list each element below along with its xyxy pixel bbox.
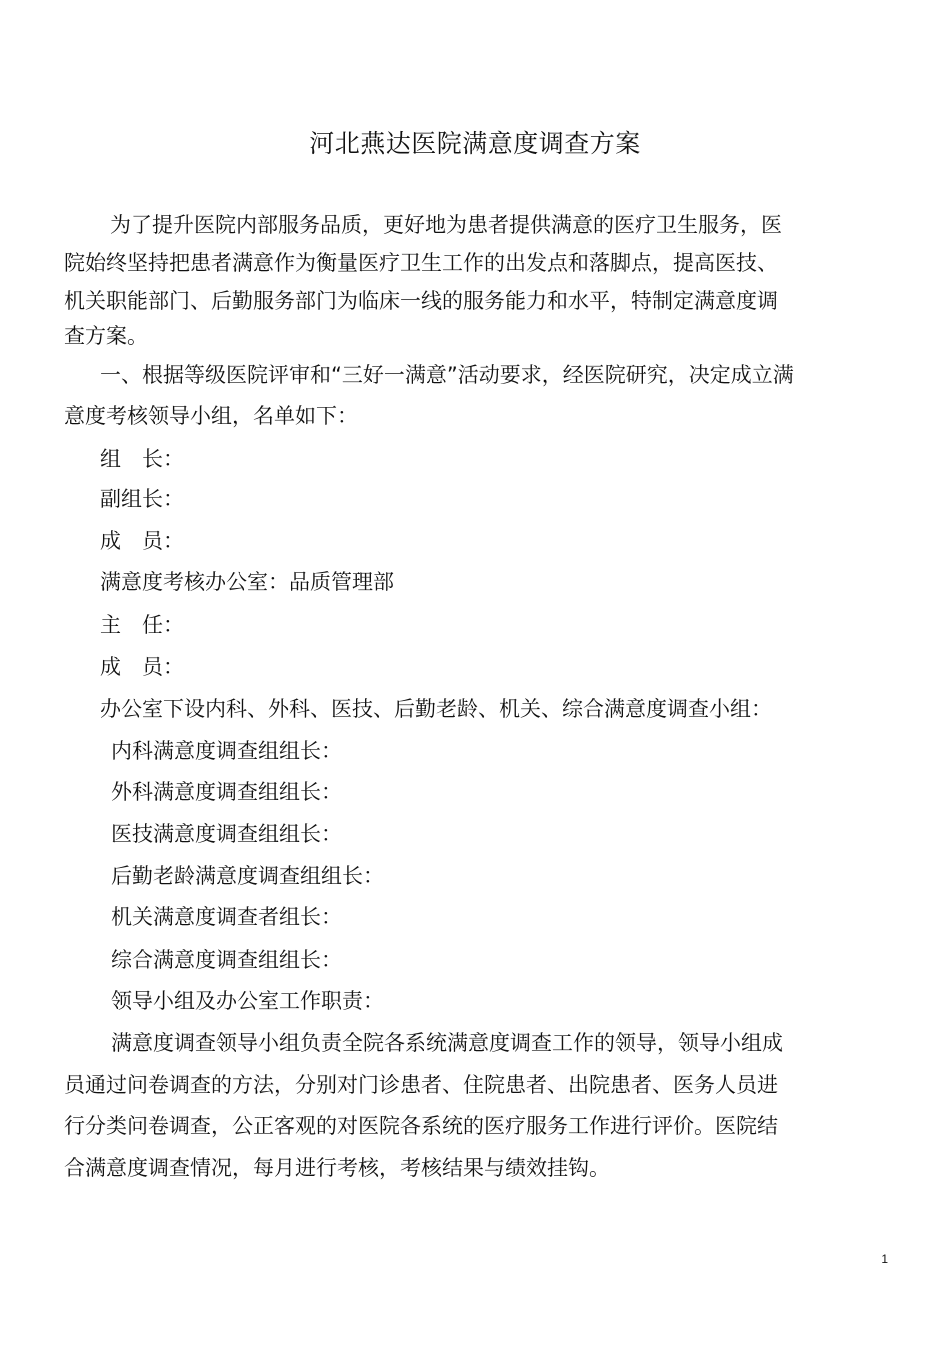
office-subgroups: 办公室下设内科、外科、医技、后勤老龄、机关、综合满意度调查小组：: [100, 697, 772, 721]
group-admin: 机关满意度调查者组长：: [111, 905, 342, 929]
intro-line-4: 查方案。: [64, 324, 148, 348]
intro-line-2: 院始终坚持把患者满意作为衡量医疗卫生工作的出发点和落脚点，提高医技、: [64, 251, 778, 275]
leader-deputy-head: 副组长：: [100, 487, 184, 511]
section1-line-1: 一、根据等级医院评审和“三好一满意”活动要求，经医院研究，决定成立满: [100, 363, 794, 387]
leader-group-head: 组 长：: [100, 447, 184, 471]
document-title: 河北燕达医院满意度调查方案: [309, 129, 641, 158]
duties-line-1: 满意度调查领导小组负责全院各系统满意度调查工作的领导，领导小组成: [111, 1031, 783, 1055]
page-number: 1: [881, 1252, 888, 1266]
group-surgery: 外科满意度调查组组长：: [111, 780, 342, 804]
group-medtech: 医技满意度调查组组长：: [111, 822, 342, 846]
duties-line-3: 行分类问卷调查，公正客观的对医院各系统的医疗服务工作进行评价。医院结: [64, 1114, 778, 1138]
intro-line-3: 机关职能部门、后勤服务部门为临床一线的服务能力和水平，特制定满意度调: [64, 289, 778, 313]
group-logistics: 后勤老龄满意度调查组组长：: [111, 864, 384, 888]
section1-line-2: 意度考核领导小组，名单如下：: [64, 404, 358, 428]
duties-heading: 领导小组及办公室工作职责：: [111, 989, 384, 1013]
intro-line-1: 为了提升医院内部服务品质，更好地为患者提供满意的医疗卫生服务，医: [110, 213, 782, 237]
duties-line-4: 合满意度调查情况，每月进行考核，考核结果与绩效挂钩。: [64, 1156, 610, 1180]
leader-members: 成 员：: [100, 529, 184, 553]
group-general: 综合满意度调查组组长：: [111, 948, 342, 972]
office-director: 主 任：: [100, 613, 184, 637]
office-name: 满意度考核办公室：品质管理部: [100, 570, 394, 594]
duties-line-2: 员通过问卷调查的方法，分别对门诊患者、住院患者、出院患者、医务人员进: [64, 1073, 778, 1097]
office-members: 成 员：: [100, 655, 184, 679]
group-internal: 内科满意度调查组组长：: [111, 739, 342, 763]
